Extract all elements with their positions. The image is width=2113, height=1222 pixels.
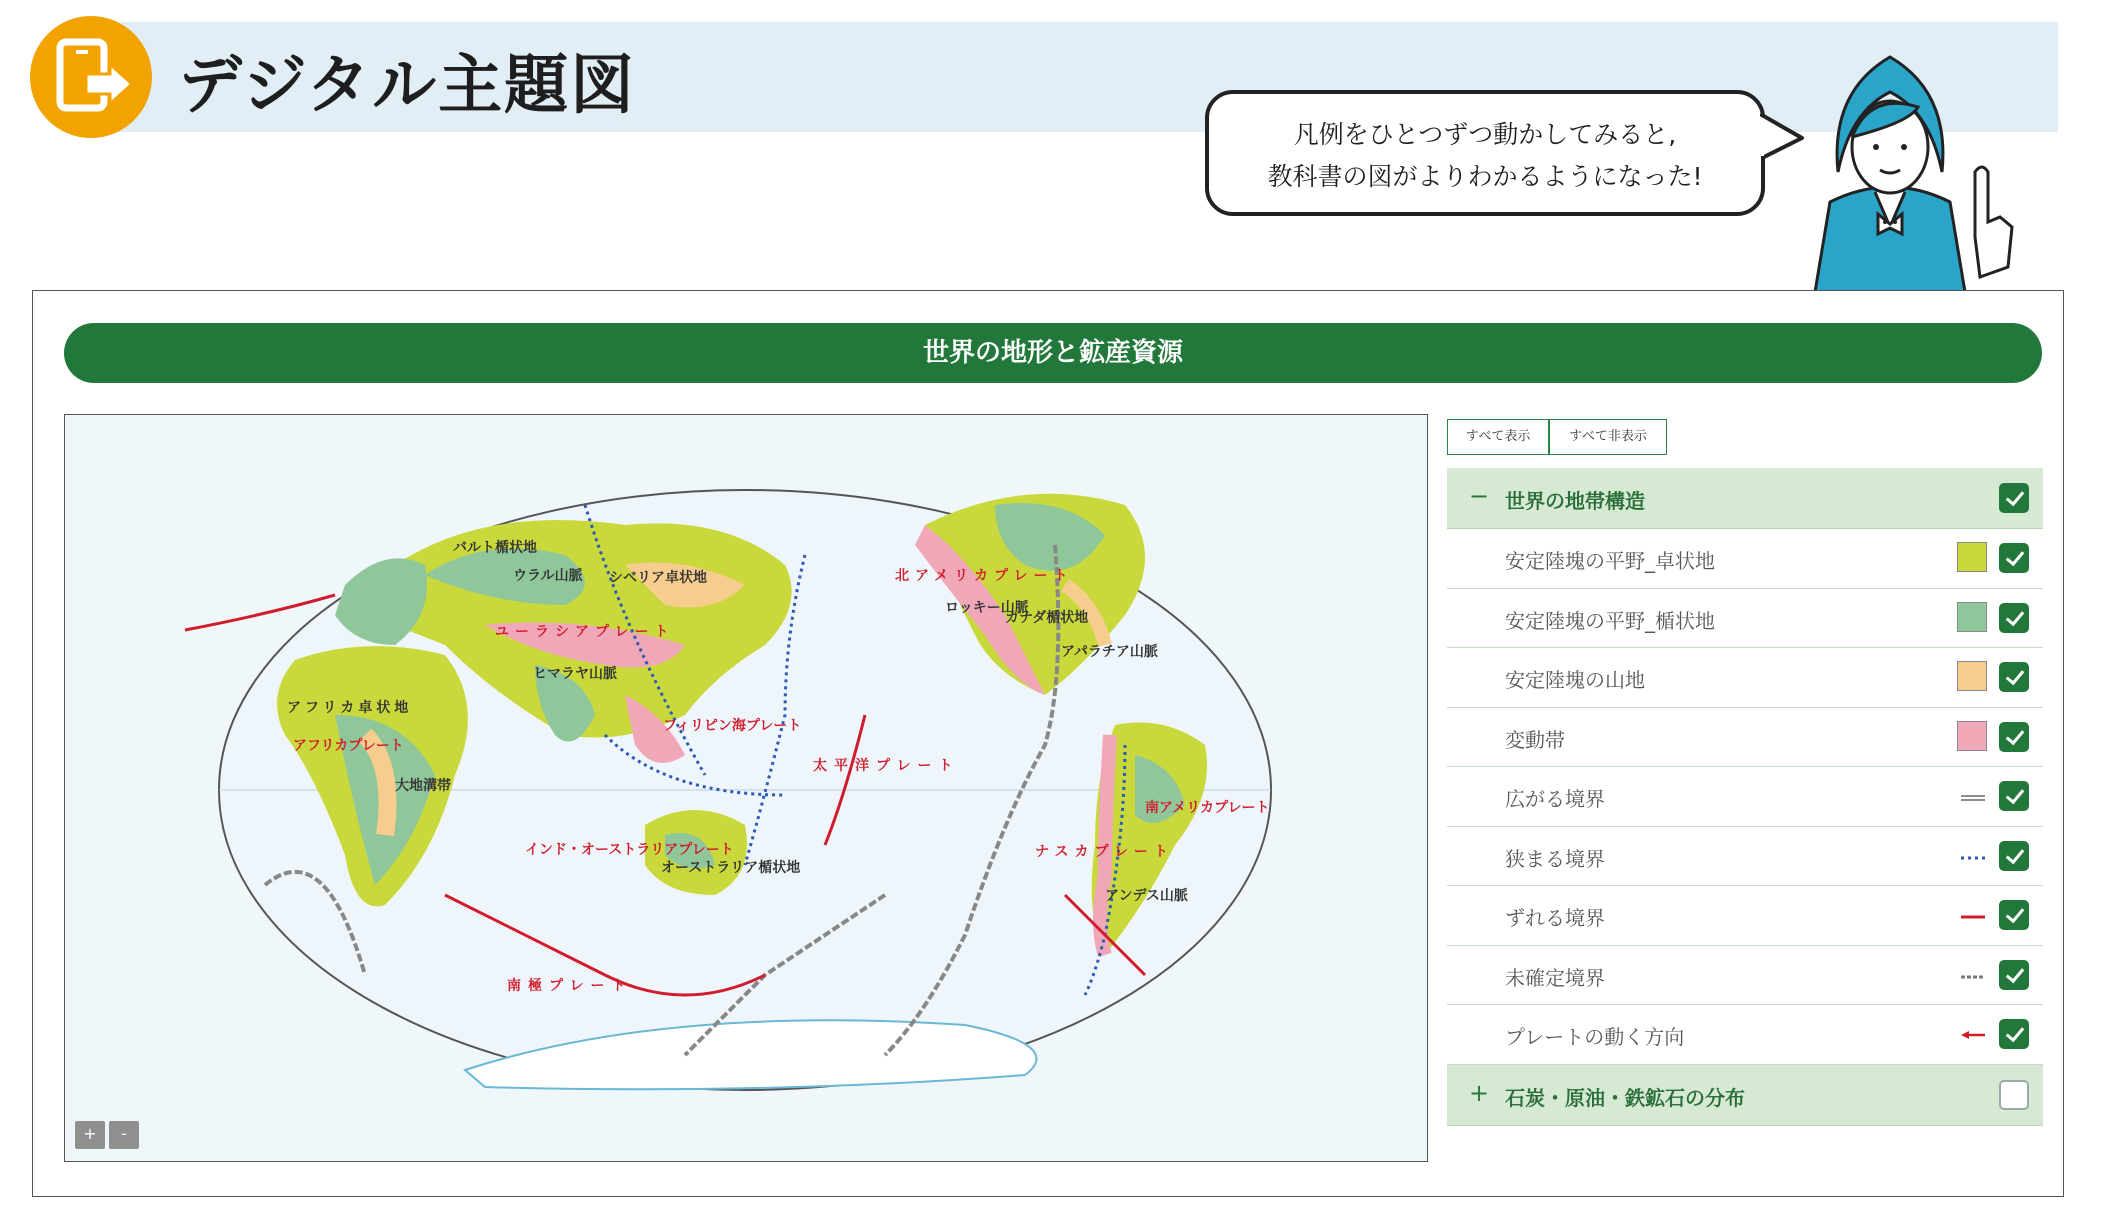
map-label-eurasia-plate: ユーラシアプレート xyxy=(495,624,675,640)
legend-item[interactable] xyxy=(1447,946,2043,1006)
map-label-philippine: フィリピン海プレート xyxy=(663,718,802,734)
legend-item-label: 安定陸塊の山地 xyxy=(1505,668,1645,692)
map-label-antarctic-plate: 南極プレート xyxy=(507,978,633,994)
legend-item[interactable] xyxy=(1447,827,2043,887)
legend-item[interactable] xyxy=(1447,886,2043,946)
item-checkbox[interactable] xyxy=(1999,1019,2029,1049)
map-label-ural: ウラル山脈 xyxy=(513,568,583,584)
map-label-baltic: バルト楯状地 xyxy=(453,540,537,556)
map-label-australia-shield: オーストラリア楯状地 xyxy=(661,860,801,876)
hide-all-button[interactable]: すべて非表示 xyxy=(1549,419,1667,455)
item-checkbox[interactable] xyxy=(1999,543,2029,573)
show-all-button[interactable]: すべて表示 xyxy=(1447,419,1549,455)
color-swatch xyxy=(1957,721,1987,751)
legend-group-label: 世界の地帯構造 xyxy=(1505,489,1645,513)
panel-title: 世界の地形と鉱産資源 xyxy=(64,323,2042,383)
map-label-north-america-plate: 北アメリカプレート xyxy=(895,568,1074,584)
legend-item-label: 未確定境界 xyxy=(1505,965,1605,990)
bubble-line-1: 凡例をひとつずつ動かしてみると, xyxy=(1293,120,1677,149)
legend-item[interactable] xyxy=(1447,529,2043,589)
expand-icon[interactable]: + xyxy=(1469,1078,1490,1107)
map-label-appalachian: アパラチア山脈 xyxy=(1061,644,1158,660)
digital-device-icon xyxy=(30,16,152,138)
item-checkbox[interactable] xyxy=(1999,960,2029,990)
legend-group-structure[interactable] xyxy=(1447,468,2043,529)
legend-item-label: 変動帯 xyxy=(1505,727,1565,752)
map-label-africa-plate: アフリカプレート xyxy=(293,738,404,754)
color-swatch xyxy=(1957,542,1987,572)
legend-item-label: 安定陸塊の平野_楯状地 xyxy=(1505,608,1715,633)
map-label-africa-shield: アフリカ卓状地 xyxy=(287,700,413,716)
solid-line-icon xyxy=(1961,914,1985,920)
group-checkbox[interactable] xyxy=(1999,1080,2029,1110)
map-label-canada-shield: カナダ楯状地 xyxy=(1005,610,1089,626)
dotted-line-icon xyxy=(1961,855,1985,861)
legend-item-label: プレートの動く方向 xyxy=(1505,1025,1685,1049)
color-swatch xyxy=(1957,602,1987,632)
item-checkbox[interactable] xyxy=(1999,841,2029,871)
legend-item-label: 安定陸塊の平野_卓状地 xyxy=(1505,549,1715,573)
legend-item[interactable] xyxy=(1447,648,2043,708)
map-label-andes: アンデス山脈 xyxy=(1105,888,1188,904)
color-swatch xyxy=(1957,661,1987,691)
speech-bubble xyxy=(1205,90,1765,216)
legend-item-label: 広がる境界 xyxy=(1505,787,1605,811)
legend-item[interactable] xyxy=(1447,589,2043,649)
double-line-icon xyxy=(1961,795,1985,801)
collapse-icon[interactable]: − xyxy=(1469,482,1490,510)
map-label-nazca: ナスカプレート xyxy=(1035,844,1174,860)
legend-item[interactable] xyxy=(1447,708,2043,768)
world-map[interactable] xyxy=(64,414,1428,1162)
map-label-himalaya: ヒマラヤ山脈 xyxy=(533,666,617,682)
legend-group-label: 石炭・原油・鉄鉱石の分布 xyxy=(1505,1085,1745,1110)
legend-item-label: ずれる境界 xyxy=(1505,906,1605,930)
map-label-pacific-plate: 太平洋プレート xyxy=(813,758,960,774)
item-checkbox[interactable] xyxy=(1999,722,2029,752)
bubble-line-2: 教科書の図がよりわかるようになった! xyxy=(1267,162,1703,191)
map-graphic xyxy=(65,415,1428,1162)
arrow-left-icon xyxy=(1961,1031,1985,1039)
item-checkbox[interactable] xyxy=(1999,781,2029,811)
zoom-out-button[interactable]: - xyxy=(109,1121,139,1149)
dashed-line-icon xyxy=(1961,974,1985,980)
legend-item-label: 狭まる境界 xyxy=(1505,846,1605,871)
legend-item[interactable] xyxy=(1447,767,2043,827)
legend-item[interactable] xyxy=(1447,1005,2043,1065)
page-title: デジタル主題図 xyxy=(178,49,637,123)
item-checkbox[interactable] xyxy=(1999,662,2029,692)
group-checkbox[interactable] xyxy=(1999,483,2029,513)
map-label-south-america-plate: 南アメリカプレート xyxy=(1145,800,1270,816)
student-character-illustration xyxy=(1790,52,2030,292)
legend-group-resources[interactable] xyxy=(1447,1065,2043,1126)
map-label-indo-australia: インド・オーストラリアプレート xyxy=(525,842,734,858)
legend-panel xyxy=(1447,468,2043,1126)
map-label-rift: 大地溝帯 xyxy=(395,778,451,794)
item-checkbox[interactable] xyxy=(1999,900,2029,930)
map-label-siberia: シベリア卓状地 xyxy=(609,570,707,586)
map-label-rocky: ロッキー山脈 xyxy=(945,600,1029,616)
item-checkbox[interactable] xyxy=(1999,603,2029,633)
zoom-in-button[interactable]: + xyxy=(75,1121,105,1149)
